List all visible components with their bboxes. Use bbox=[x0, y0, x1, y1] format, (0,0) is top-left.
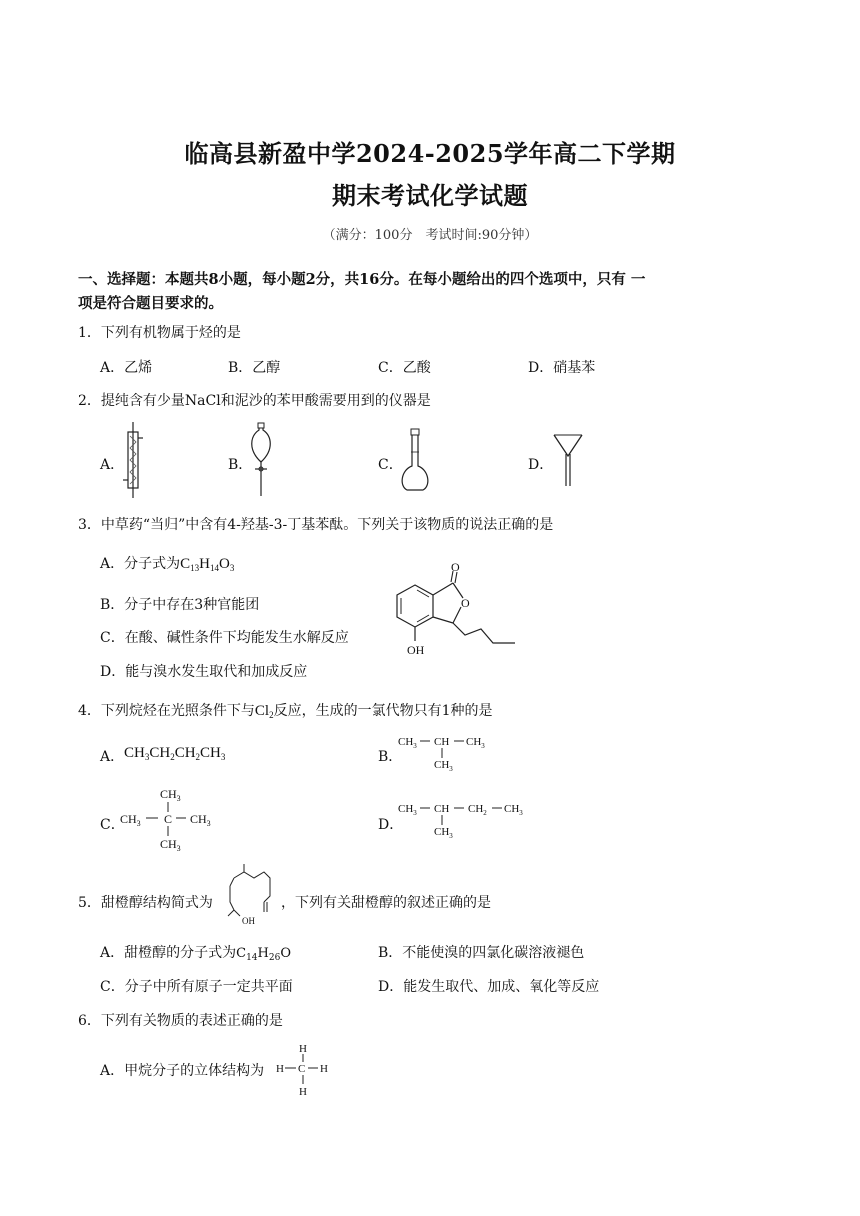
q4-stem-prefix: 4．下列烷烃在光照条件下与 bbox=[78, 703, 255, 719]
svg-text:CH3: $CH_3$ bbox=[434, 826, 453, 840]
methane-h-bottom: H bbox=[299, 1086, 307, 1098]
svg-text:C: C bbox=[164, 812, 173, 826]
q5-stem-suffix: ，下列有关甜橙醇的叙述正确的是 bbox=[281, 895, 491, 911]
svg-text:CH: CH bbox=[434, 736, 450, 748]
q5-option-b: B．不能使溴的四氯化碳溶液褪色 bbox=[378, 945, 585, 961]
q4-letter-a: A． bbox=[100, 749, 125, 765]
methane-h-left: H bbox=[276, 1063, 284, 1075]
q2-stem: 2．提纯含有少量NaCl和泥沙的苯甲酸需要用到的仪器是 bbox=[78, 393, 431, 409]
svg-text:CH3: $CH_3$ bbox=[398, 803, 417, 817]
sweet-orange-alcohol-oh-label: OH bbox=[242, 916, 255, 926]
q4-option-a-formula: $CH_3CH_2CH_2CH_3$ bbox=[124, 745, 226, 762]
exam-title-line2: 期末考试化学试题 bbox=[332, 181, 528, 210]
q6-stem: 6．下列有关物质的表述正确的是 bbox=[78, 1013, 283, 1029]
q1-option-c: C．乙酸 bbox=[378, 360, 431, 376]
q3-stem: 3．中草药“当归”中含有4-羟基-3-丁基苯酞。下列关于该物质的说法正确的是 bbox=[78, 517, 554, 533]
q3-option-b: B．分子中存在3种官能团 bbox=[100, 597, 260, 613]
q4-option-b-structure bbox=[398, 732, 498, 772]
svg-text:CH3: $CH_3$ bbox=[466, 736, 485, 750]
volumetric-flask-icon bbox=[397, 428, 433, 494]
q1-option-b: B．乙醇 bbox=[228, 360, 281, 376]
q4-letter-b: B． bbox=[378, 749, 403, 765]
q5-option-c: C．分子中所有原子一定共平面 bbox=[100, 979, 293, 995]
q3-formula: $C_{13}H_{14}O_3$ bbox=[180, 556, 235, 573]
q1-stem: 1．下列有机物属于烃的是 bbox=[78, 325, 241, 341]
exam-info: （满分：100分 考试时间:90分钟） bbox=[322, 228, 538, 243]
q4-option-d-structure bbox=[398, 798, 538, 840]
svg-text:CH3: $CH_3$ bbox=[504, 803, 523, 817]
q4-stem bbox=[78, 700, 493, 720]
separatory-funnel-icon bbox=[246, 422, 276, 498]
q4-option-c-structure bbox=[120, 784, 220, 852]
q2-letter-c: C． bbox=[378, 457, 403, 473]
svg-text:CH3: $CH_3$ bbox=[434, 759, 453, 773]
chlorine-formula: $Cl_2$ bbox=[254, 703, 274, 720]
svg-text:CH: CH bbox=[434, 803, 450, 815]
q6-option-a-prefix: A．甲烷分子的立体结构为 bbox=[100, 1063, 265, 1079]
carbonyl-oxygen-label: O bbox=[451, 560, 460, 574]
funnel-icon bbox=[552, 432, 584, 488]
q1-option-d: D．硝基苯 bbox=[528, 360, 596, 376]
section-heading-line2: 项是符合题目要求的。 bbox=[78, 295, 223, 312]
sweet-orange-alcohol-structure bbox=[220, 862, 280, 928]
q3-option-a-prefix: A．分子式为 bbox=[100, 556, 181, 572]
q4-letter-c: C． bbox=[100, 817, 125, 833]
q3-option-c: C．在酸、碱性条件下均能发生水解反应 bbox=[100, 630, 349, 646]
condenser-icon bbox=[118, 420, 148, 500]
q5-option-d: D．能发生取代、加成、氧化等反应 bbox=[378, 979, 600, 995]
q5-formula: $C_{14}H_{26}O$ bbox=[236, 946, 291, 963]
q5-option-a-prefix: A．甜橙醇的分子式为 bbox=[100, 945, 237, 961]
ring-oxygen-label: O bbox=[461, 596, 470, 610]
q2-letter-d: D． bbox=[528, 457, 554, 473]
q5-stem-prefix: 5．甜橙醇结构简式为 bbox=[78, 895, 213, 911]
exam-title-line1: 临高县新盈中学2024-2025学年高二下学期 bbox=[184, 139, 676, 168]
q2-letter-a: A． bbox=[100, 457, 125, 473]
methane-structural-formula bbox=[272, 1040, 334, 1100]
q3-option-d: D．能与溴水发生取代和加成反应 bbox=[100, 664, 308, 680]
butylphthalide-structure bbox=[385, 560, 525, 660]
methane-h-right: H bbox=[320, 1063, 328, 1075]
svg-text:CH3: $CH_3$ bbox=[160, 837, 181, 853]
svg-text:CH3: $CH_3$ bbox=[398, 736, 417, 750]
svg-text:CH2: $CH_2$ bbox=[468, 803, 487, 817]
q2-letter-b: B． bbox=[228, 457, 253, 473]
svg-text:CH3: $CH_3$ bbox=[160, 787, 181, 803]
hydroxyl-label: OH bbox=[407, 643, 425, 657]
q4-letter-d: D． bbox=[378, 817, 404, 833]
q3-option-a bbox=[100, 553, 234, 573]
svg-text:CH3: $CH_3$ bbox=[190, 812, 211, 828]
methane-h-top: H bbox=[299, 1043, 307, 1055]
svg-text:CH3: $CH_3$ bbox=[120, 812, 141, 828]
q4-stem-suffix: 反应，生成的一氯代物只有1种的是 bbox=[273, 703, 493, 719]
q1-option-a: A．乙烯 bbox=[100, 360, 153, 376]
methane-carbon: C bbox=[298, 1063, 306, 1075]
q5-option-a bbox=[100, 942, 291, 963]
section-heading-line1: 一、选择题：本题共8小题，每小题2分，共16分。在每小题给出的四个选项中，只有 一 bbox=[78, 271, 646, 288]
